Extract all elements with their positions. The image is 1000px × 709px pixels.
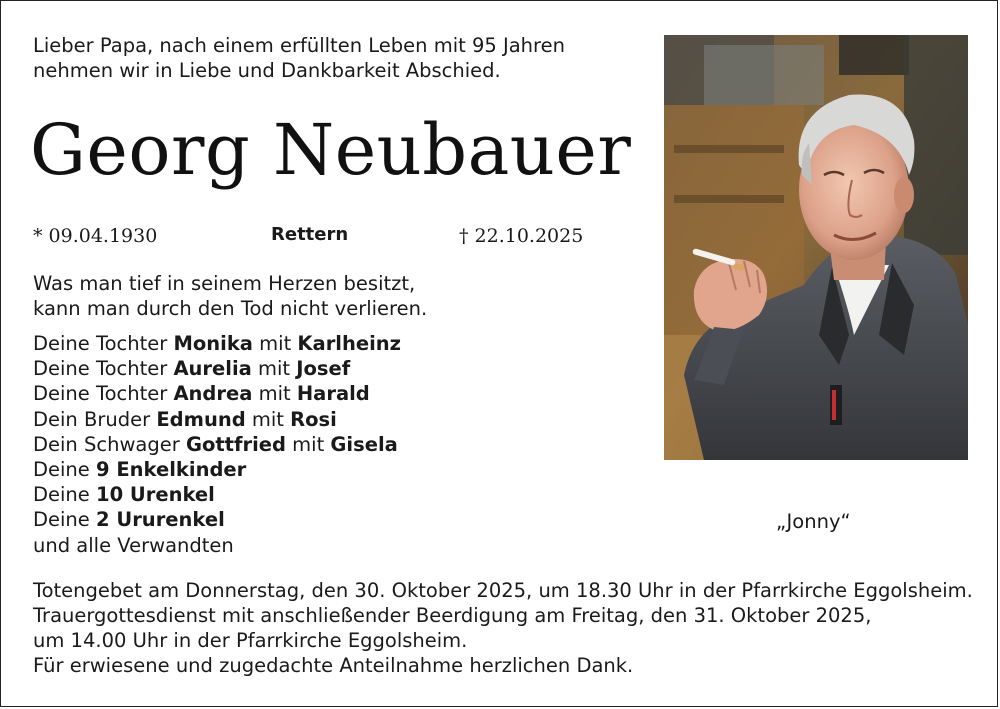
mourner-entry: Dein Schwager Gottfried mit Gisela [33,432,398,456]
quote-line: kann man durch den Tod nicht verlieren. [33,297,428,320]
mourner-entry: Dein Bruder Edmund mit Rosi [33,407,337,431]
mourner-entry: Deine Tochter Aurelia mit Josef [33,357,351,381]
intro-line: nehmen wir in Liebe und Dankbarkeit Abschied. [33,59,501,82]
mourner-entry: Deine Tochter Monika mit Karlheinz [33,332,402,355]
service-details [33,578,973,678]
quote-line: Was man tief in seinem Herzen besitzt, [33,272,416,295]
mourners-list [33,331,401,558]
mourner-entry: Deine 10 Urenkel [33,483,215,507]
mourner-entry: und alle Verwandten [33,533,234,557]
mourner-entry: Deine 9 Enkelkinder [33,458,247,482]
footer-line: Für erwiesene und zugedachte Anteilnahme herzlichen Dank. [33,654,634,677]
place-of-residence: Rettern [271,224,349,245]
mourner-entry: Deine Tochter Andrea mit Harald [33,382,370,406]
nickname: „Jonny“ [776,510,851,533]
death-date: † 22.10.2025 [459,225,584,247]
footer-line: Trauergottesdienst mit anschließender Beerdigung am Freitag, den 31. Oktober 2025, [33,604,872,627]
footer-line: um 14.00 Uhr in der Pfarrkirche Eggolsheim. [33,629,468,652]
intro-line: Lieber Papa, nach einem erfüllten Leben mit 95 Jahren [33,34,565,57]
footer-line: Totengebet am Donnerstag, den 30. Oktober 2025, um 18.30 Uhr in der Pfarrkirche Eggolsheim. [33,579,973,602]
mourner-entry: Deine 2 Ururenkel [33,508,225,532]
deceased-name: Georg Neubauer [30,109,632,191]
birth-date: * 09.04.1930 [33,225,158,247]
portrait-photo [664,35,968,460]
memorial-quote [33,271,427,321]
intro-text [33,33,565,83]
